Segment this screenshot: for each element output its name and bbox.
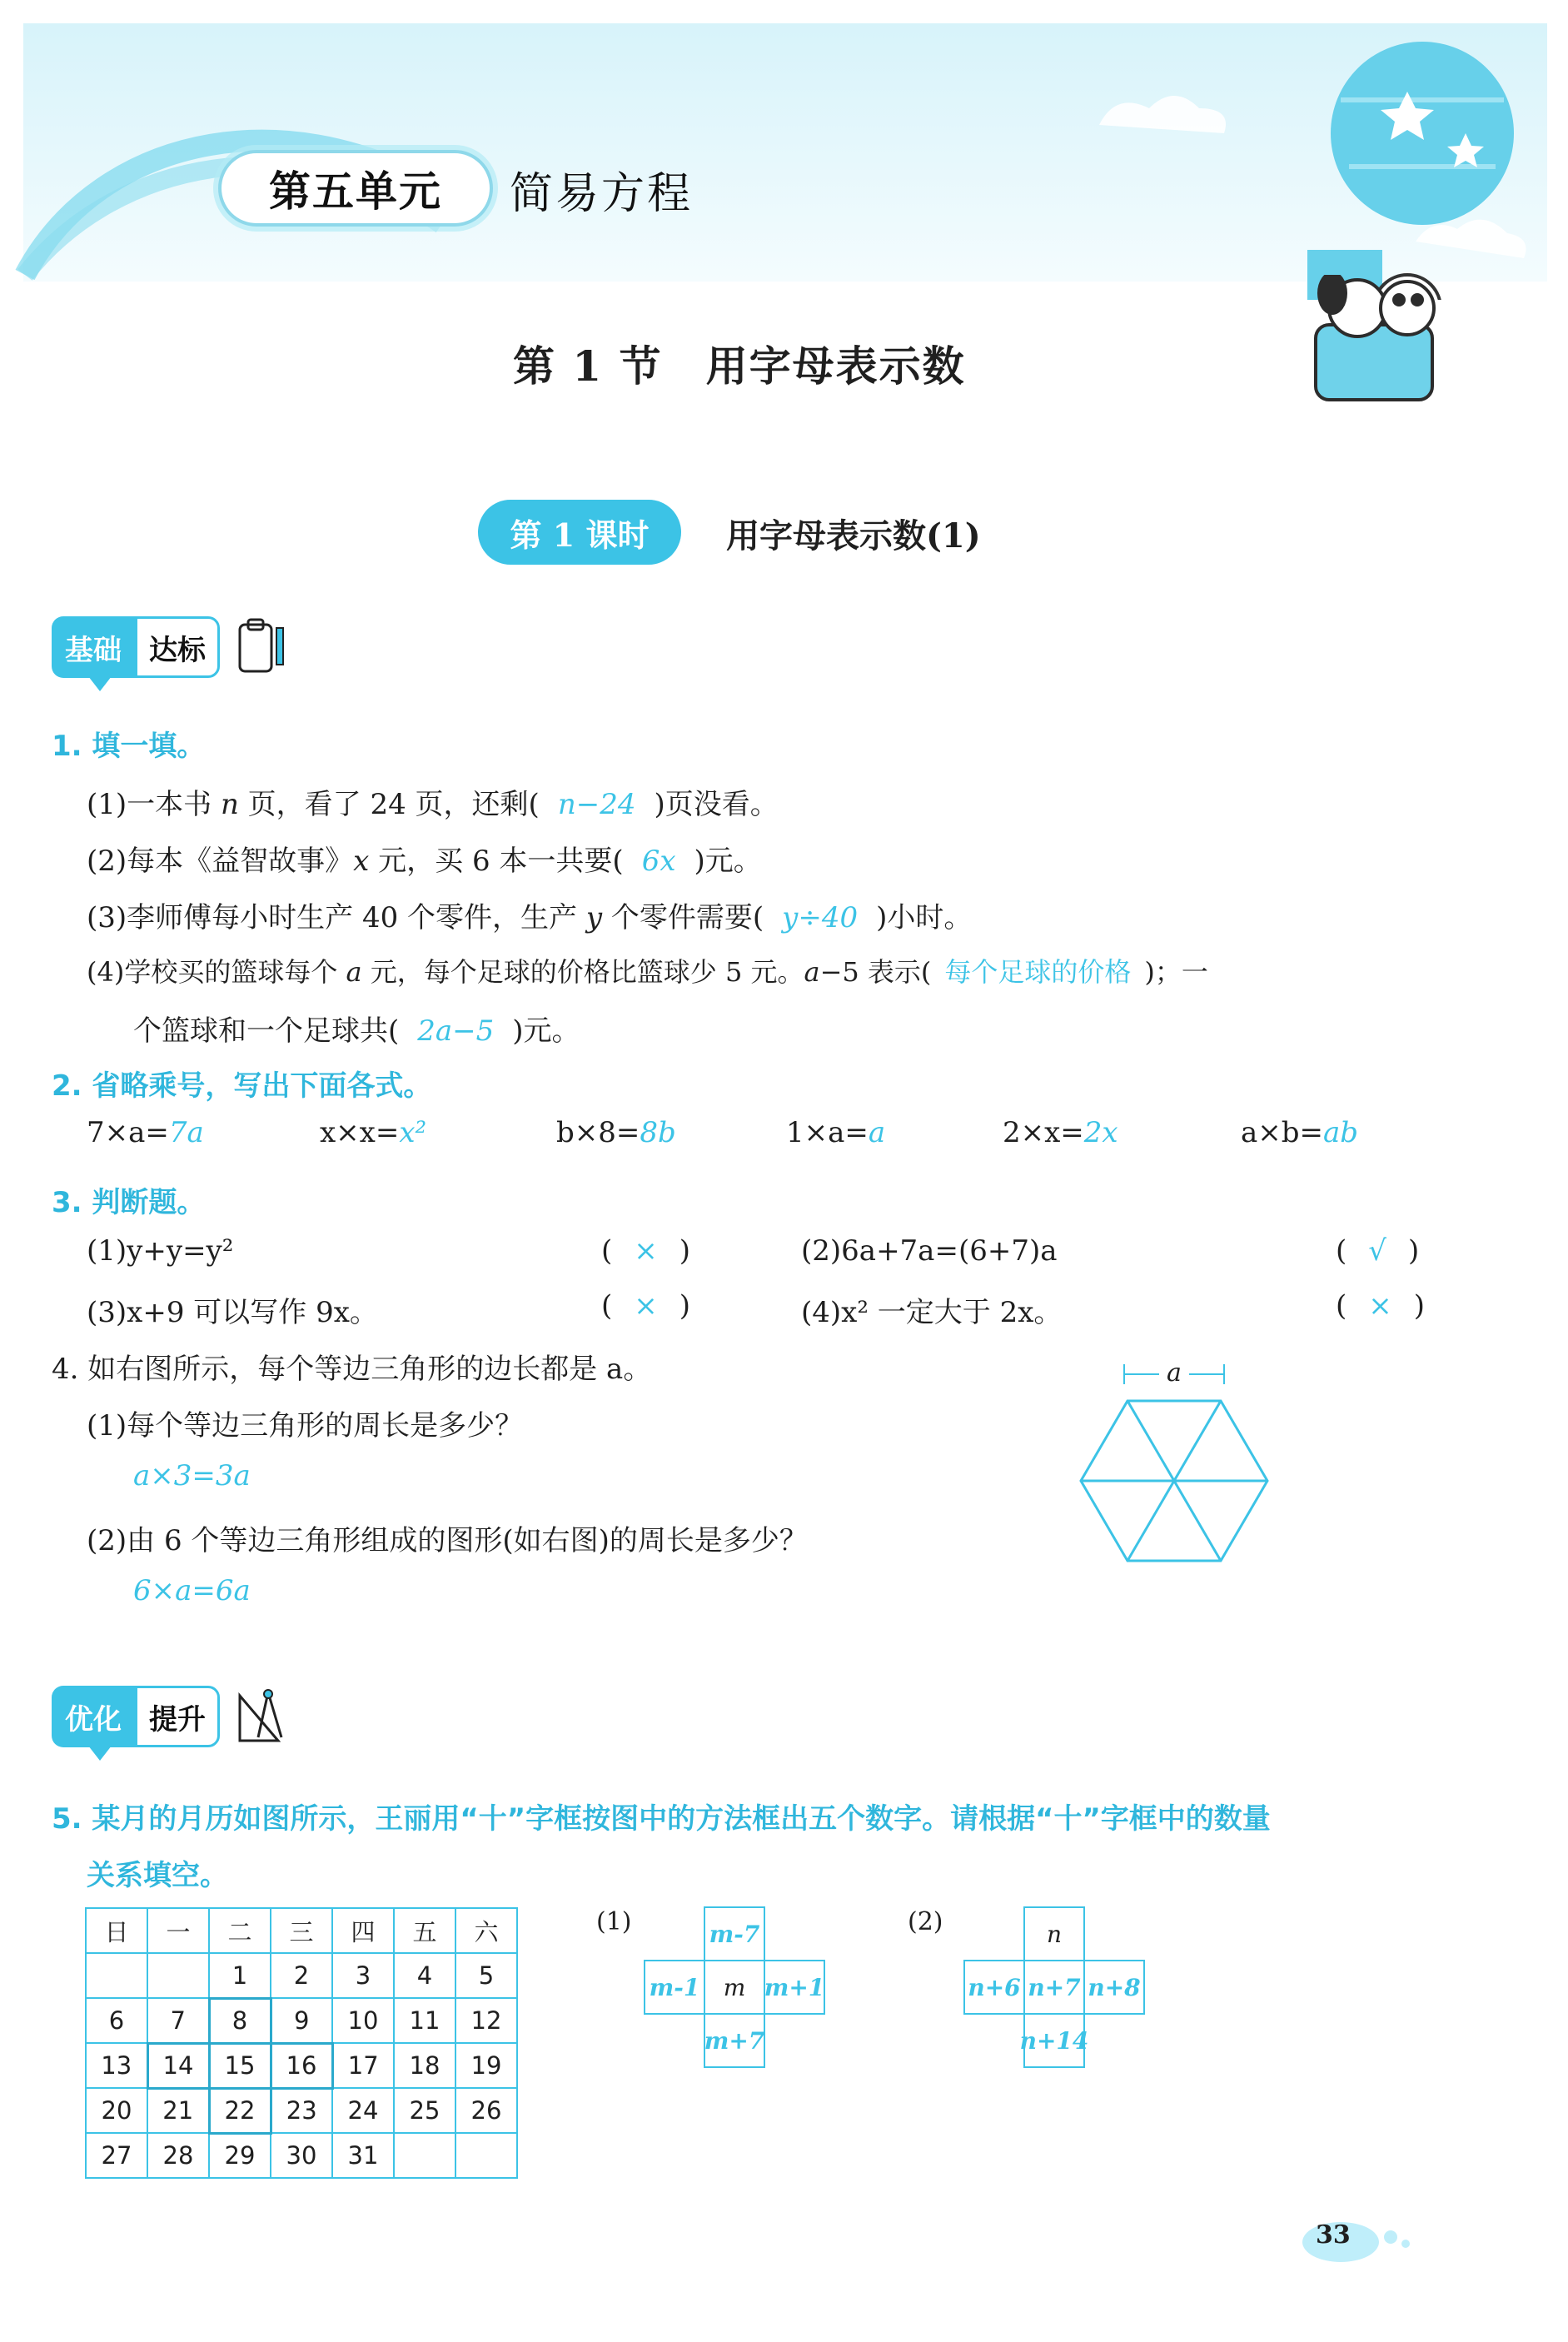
q3-item2: (2)6a+7a=(6+7)a <box>801 1234 1058 1268</box>
cross2-top: n <box>1046 1921 1063 1948</box>
unit-label: 第五单元 <box>269 167 442 216</box>
q2-item: a×b=ab <box>1241 1116 1359 1149</box>
cross-frame-2 <box>961 1904 1152 2095</box>
lesson-label: 第 1 课时 <box>510 516 650 554</box>
q5-heading-line2: 关系填空。 <box>87 1859 228 1892</box>
q3-heading: 3. 判断题。 <box>52 1186 206 1219</box>
cross2-right: n+8 <box>1088 1974 1141 2001</box>
q1-part4: (4)学校买的篮球每个 a 元，每个足球的价格比篮球少 5 元。a−5 表示( 每个足球的价格 )；一 <box>87 956 1208 988</box>
cross1-top: m-7 <box>709 1921 760 1948</box>
hexagon-figure <box>1066 1349 1291 1566</box>
q1-answer3: y÷40 <box>782 901 859 934</box>
cross1-left: m-1 <box>649 1974 700 2001</box>
basic-tag-left: 基础 <box>52 616 135 678</box>
clipboard-icon <box>235 616 288 678</box>
q3-answer-paren: ( √ ) <box>1336 1234 1420 1268</box>
hexagon-side-label: a <box>1167 1358 1182 1388</box>
q3-answer-paren: ( × ) <box>1336 1289 1426 1323</box>
cross1-label: (1) <box>596 1907 632 1936</box>
q3-item1: (1)y+y=y² <box>87 1234 234 1268</box>
q4-answer1: a×3=3a <box>133 1459 251 1492</box>
q3-item3: (3)x+9 可以写作 9x。 <box>87 1296 378 1329</box>
calendar-week-row: 6 7 8 9 10 11 12 <box>86 1998 517 2043</box>
lesson-pill <box>478 500 681 565</box>
q3-answer-paren: ( × ) <box>601 1289 691 1323</box>
ruler-compass-icon <box>235 1686 288 1747</box>
q4-sub1: (1)每个等边三角形的周长是多少？ <box>87 1409 524 1443</box>
q3-item4: (4)x² 一定大于 2x。 <box>801 1296 1063 1329</box>
unit-title: 简易方程 <box>510 169 694 219</box>
advanced-section-tag <box>52 1686 288 1747</box>
cross1-center: m <box>723 1974 746 2001</box>
page-number-badge <box>1299 2215 1424 2265</box>
basic-section-tag <box>52 616 288 678</box>
q2-item: x×x=x² <box>320 1116 427 1149</box>
q2-item: b×8=8b <box>556 1116 676 1149</box>
cross2-label: (2) <box>908 1907 943 1936</box>
lesson-title: 用字母表示数(1) <box>726 516 981 556</box>
unit-banner <box>0 0 1568 300</box>
calendar-week-row: 27 28 29 30 31 <box>86 2133 517 2178</box>
q1-part1: (1)一本书 n 页，看了 24 页，还剩( n−24 )页没看。 <box>87 788 779 821</box>
balloon-mascot-illustration <box>1282 275 1474 408</box>
advanced-tag-right: 提升 <box>135 1686 220 1747</box>
section-title: 第 1 节 用字母表示数 <box>513 341 966 391</box>
calendar-week-row: 13 14 15 16 17 18 19 <box>86 2043 517 2088</box>
q4-sub2: (2)由 6 个等边三角形组成的图形(如右图)的周长是多少？ <box>87 1524 808 1557</box>
unit-label-pill <box>218 150 493 227</box>
calendar-week-row: 1 2 3 4 5 <box>86 1953 517 1998</box>
cross1-bottom: m+7 <box>704 2027 765 2055</box>
basic-tag-right: 达标 <box>135 616 220 678</box>
calendar-week-row: 20 21 22 23 24 25 26 <box>86 2088 517 2133</box>
q1-answer4: 每个足球的价格 <box>944 956 1132 988</box>
q4-heading: 4. 如右图所示，每个等边三角形的边长都是 a。 <box>52 1353 652 1386</box>
q1-answer1: n−24 <box>557 788 636 821</box>
q2-item: 2×x=2x <box>1003 1116 1118 1149</box>
cross1-right: m+1 <box>764 1974 825 2001</box>
q2-item: 1×a=a <box>786 1116 886 1149</box>
q1-part3: (3)李师傅每小时生产 40 个零件，生产 y 个零件需要( y÷40 )小时。 <box>87 901 973 934</box>
q1-part2: (2)每本《益智故事》x 元，买 6 本一共要( 6x )元。 <box>87 845 762 878</box>
q1-answer5: 2a−5 <box>417 1014 495 1048</box>
q1-heading: 1. 填一填。 <box>52 730 206 763</box>
advanced-tag-left: 优化 <box>52 1686 135 1747</box>
calendar-table <box>85 1907 518 2179</box>
q3-answer-paren: ( × ) <box>601 1234 691 1268</box>
cross2-left: n+6 <box>968 1974 1021 2001</box>
calendar-weekday-row: 日 一 二 三 四 五 六 <box>86 1908 517 1953</box>
cross2-center: n+7 <box>1028 1974 1081 2001</box>
q1-part4-cont: 个篮球和一个足球共( 2a−5 )元。 <box>133 1014 580 1048</box>
q2-heading: 2. 省略乘号，写出下面各式。 <box>52 1069 432 1103</box>
q1-answer2: 6x <box>641 845 676 878</box>
q5-heading-line1: 5. 某月的月历如图所示，王丽用“十”字框按图中的方法框出五个数字。请根据“十”字框中的数量 <box>52 1802 1271 1836</box>
q2-item: 7×a=7a <box>87 1116 204 1149</box>
q4-answer2: 6×a=6a <box>133 1574 251 1607</box>
page-number: 33 <box>1316 2220 1351 2250</box>
cross-frame-1 <box>641 1904 833 2095</box>
cross2-bottom: n+14 <box>1019 2027 1089 2055</box>
